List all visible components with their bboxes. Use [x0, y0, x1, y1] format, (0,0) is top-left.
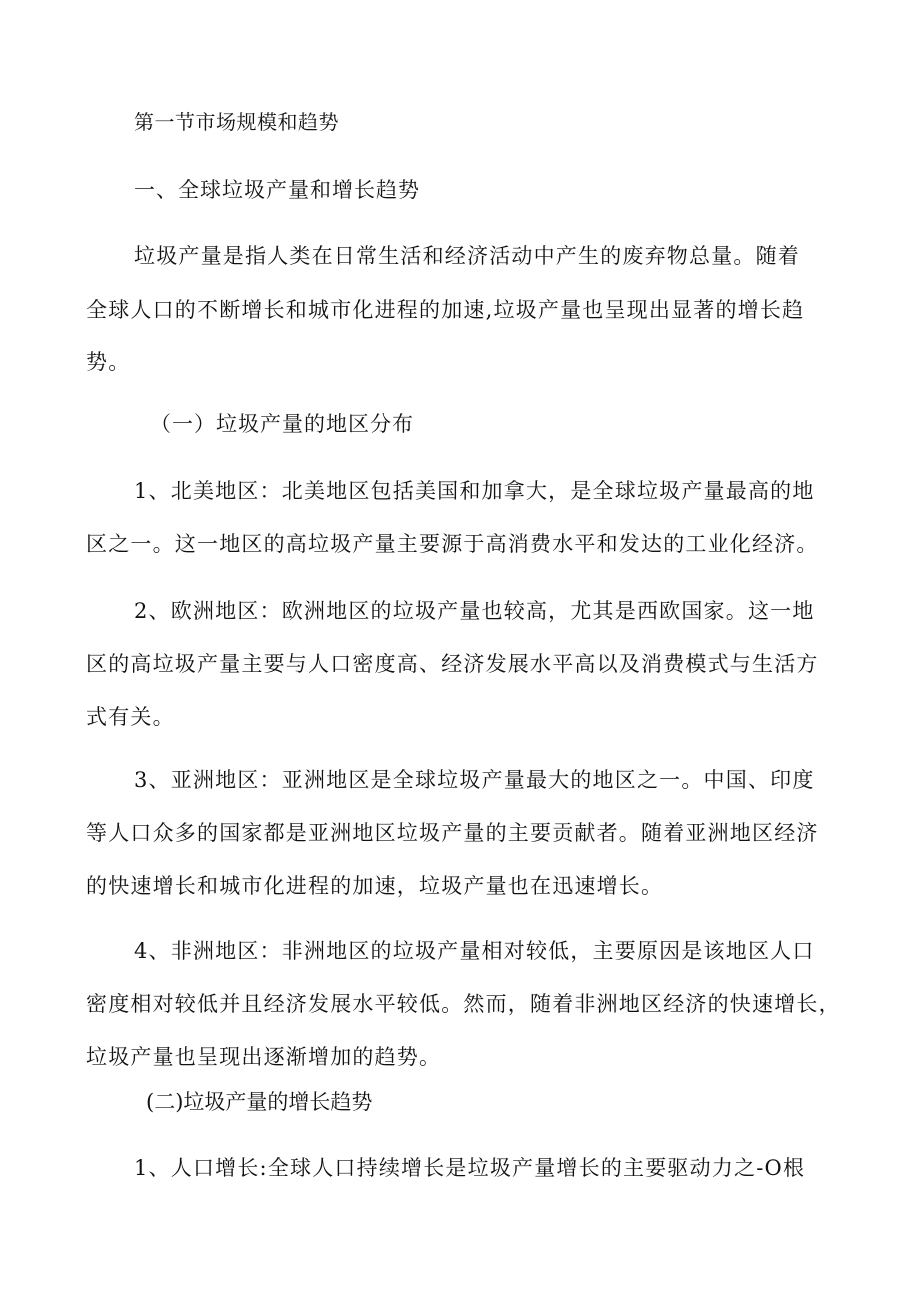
- europe-line-2: 区的高垃圾产量主要与人口密度高、经济发展水平高以及消费模式与生活方: [86, 652, 819, 676]
- section-heading-growth-trend: (二)垃圾产量的增长趋势: [146, 1090, 373, 1114]
- africa-line-2: 密度相对较低并且经济发展水平较低。然而，随着非洲地区经济的快速增长，: [86, 992, 841, 1016]
- asia-line-3: 的快速增长和城市化进程的加速，垃圾产量也在迅速增长。: [86, 874, 664, 898]
- asia-line-2: 等人口众多的国家都是亚洲地区垃圾产量的主要贡献者。随着亚洲地区经济: [86, 821, 819, 845]
- north-america-line-2: 区之一。这一地区的高垃圾产量主要源于高消费水平和发达的工业化经济。: [86, 532, 819, 556]
- asia-line-1: 3、亚洲地区：亚洲地区是全球垃圾产量最大的地区之一。中国、印度: [134, 768, 815, 792]
- africa-line-1: 4、非洲地区：非洲地区的垃圾产量相对较低，主要原因是该地区人口: [134, 939, 815, 963]
- intro-paragraph-line-2: 全球人口的不断增长和城市化进程的加速,垃圾产量也呈现出显著的增长趋: [86, 298, 805, 322]
- intro-paragraph-line-3: 势。: [86, 350, 131, 374]
- heading-global-waste: 一、全球垃圾产量和增长趋势: [134, 178, 420, 202]
- document-title: 第一节市场规模和趋势: [134, 110, 339, 134]
- africa-line-3: 垃圾产量也呈现出逐渐增加的趋势。: [86, 1045, 442, 1069]
- europe-line-3: 式有关。: [86, 705, 175, 729]
- section-heading-regional-distribution: （一）垃圾产量的地区分布: [150, 412, 414, 436]
- europe-line-1: 2、欧洲地区：欧洲地区的垃圾产量也较高，尤其是西欧国家。这一地: [134, 599, 815, 623]
- north-america-line-1: 1、北美地区：北美地区包括美国和加拿大，是全球垃圾产量最高的地: [134, 479, 815, 503]
- intro-paragraph-line-1: 垃圾产量是指人类在日常生活和经济活动中产生的废弃物总量。随着: [134, 244, 800, 268]
- population-growth-line-1: 1、人口增长:全球人口持续增长是垃圾产量增长的主要驱动力之-O根: [134, 1156, 806, 1180]
